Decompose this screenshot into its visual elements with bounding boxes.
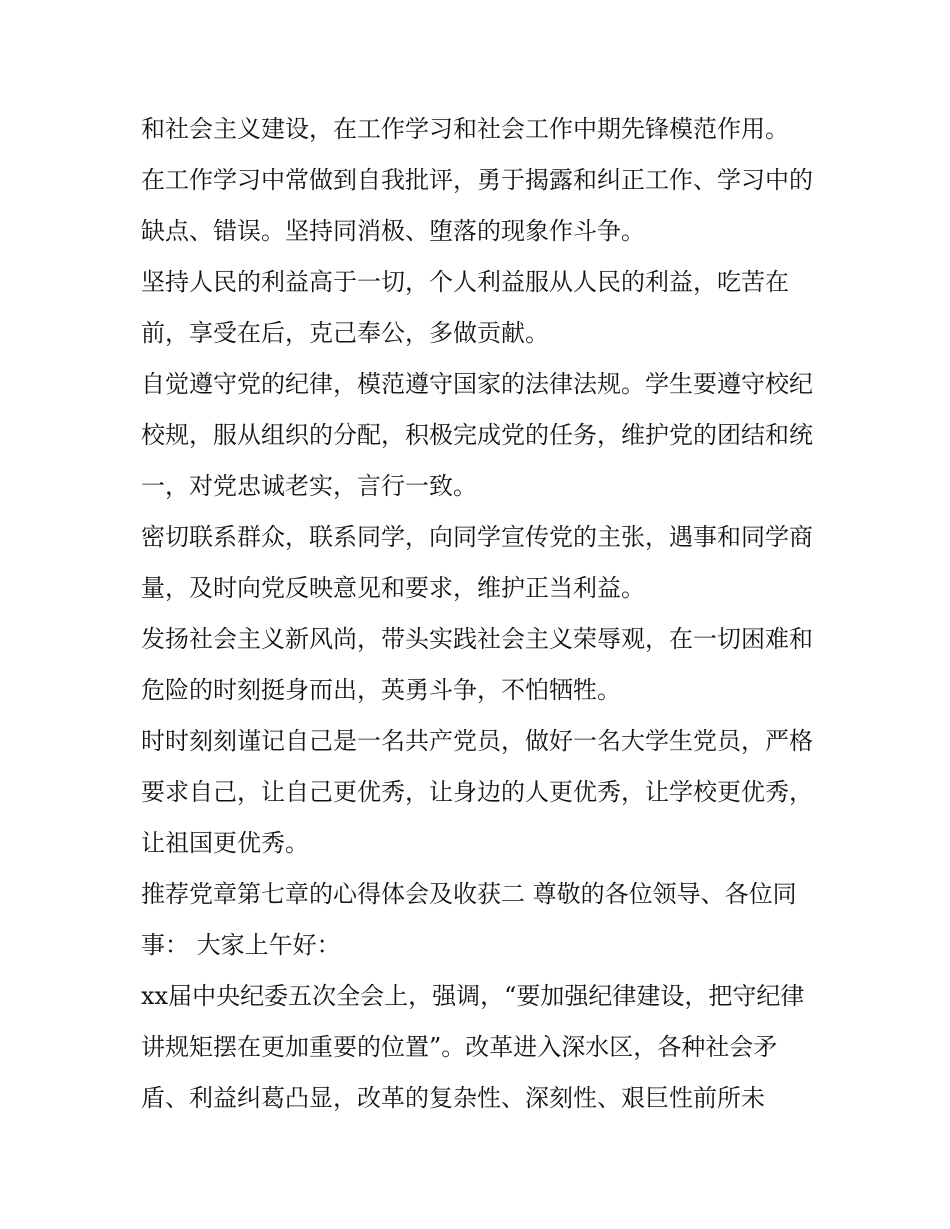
paragraph: 坚持人民的利益高于一切，个人利益服从人民的利益，吃苦在前，享受在后，克己奉公，多做贡献。 [141, 268, 789, 347]
paragraph: 自觉遵守党的纪律，模范遵守国家的法律法规。学生要遵守校纪校规，服从组织的分配，积极完成党的任务，维护党的团结和统一，对党忠诚老实，言行一致。 [141, 370, 813, 500]
paragraph: 密切联系群众，联系同学，向同学宣传党的主张，遇事和同学商量，及时向党反映意见和要求，维护正当利益。 [141, 523, 813, 602]
document-body [141, 104, 816, 1124]
paragraph: xx届中央纪委五次全会上，强调，“要加强纪律建设，把守纪律讲规矩摆在更加重要的位置”。改革进入深水区，各种社会矛盾、利益纠葛凸显，改革的复杂性、深刻性、艰巨性前所未 [141, 982, 805, 1112]
paragraph: 在工作学习中常做到自我批评，勇于揭露和纠正工作、学习中的缺点、错误。坚持同消极、堕落的现象作斗争。 [141, 166, 813, 245]
paragraph: 推荐党章第七章的心得体会及收获二 尊敬的各位领导、各位同事： 大家上午好： [141, 880, 797, 959]
paragraph: 和社会主义建设，在工作学习和社会工作中期先锋模范作用。 [141, 115, 789, 143]
paragraph: 时时刻刻谨记自己是一名共产党员，做好一名大学生党员，严格要求自己，让自己更优秀，让身边的人更优秀，让学校更优秀，让祖国更优秀。 [141, 727, 813, 857]
paragraph: 发扬社会主义新风尚，带头实践社会主义荣辱观，在一切困难和危险的时刻挺身而出，英勇斗争，不怕牺牲。 [141, 625, 813, 704]
